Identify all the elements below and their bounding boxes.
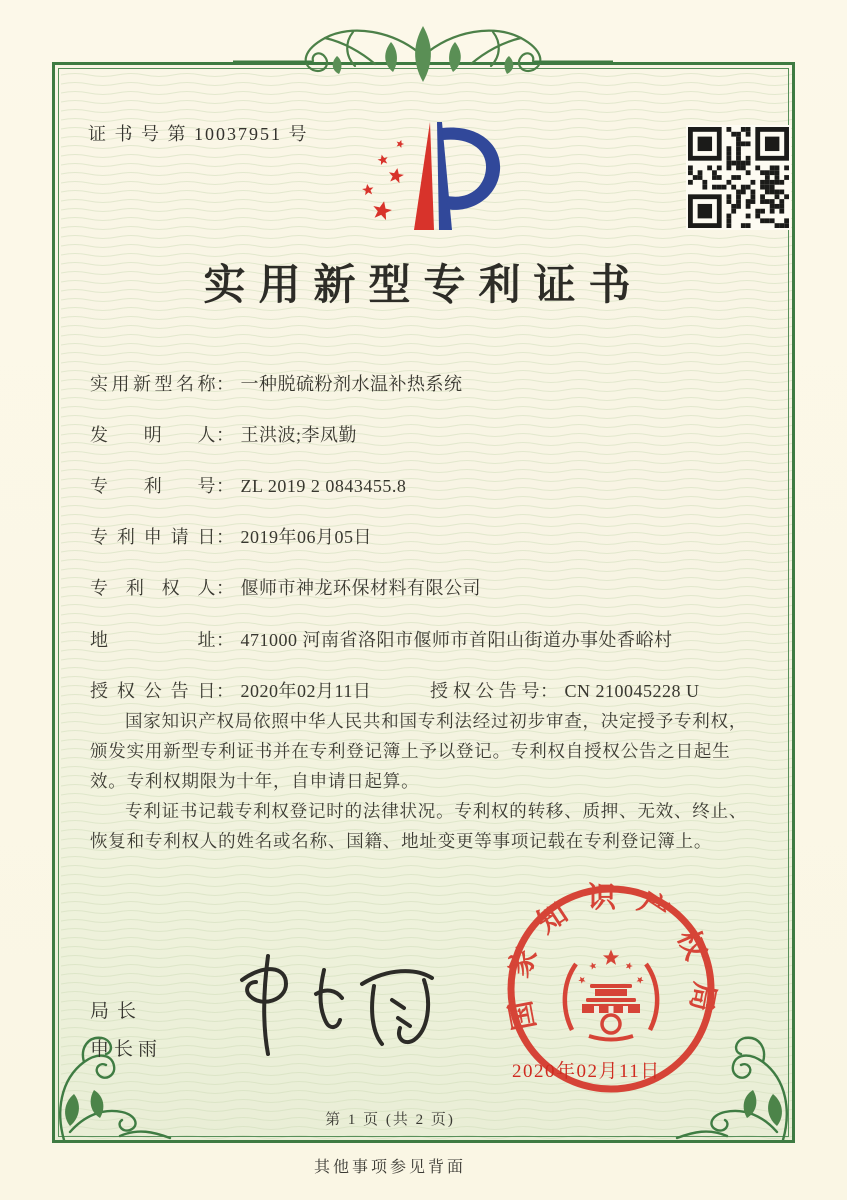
field-value: ZL 2019 2 0843455.8 [240, 476, 407, 496]
field-colon: ： [216, 681, 235, 701]
qr-code [686, 125, 791, 230]
field-value: 2019年06月05日 [240, 527, 372, 547]
director-title: 局长 [90, 1001, 145, 1022]
legal-text [90, 706, 758, 856]
field-row-inventor [90, 421, 790, 447]
field-row-patentee [90, 574, 790, 600]
director-name: 申长雨 [90, 1039, 163, 1060]
field-colon: ： [216, 476, 235, 496]
field-row-name [90, 370, 790, 396]
logo-red-wedge [414, 122, 434, 230]
field-colon: ： [216, 578, 235, 598]
field-label: 专利权人 [90, 578, 216, 598]
field-colon: ： [216, 630, 235, 650]
legal-paragraph-2: 专利证书记载专利权登记时的法律状况。专利权的转移、质押、无效、终止、恢复和专利权人的姓名或名称、国籍、地址变更等事项记载在专利登记簿上。 [90, 801, 748, 851]
logo-blue-bowl [442, 128, 500, 210]
field-label: 专利号 [90, 476, 216, 496]
certificate-title: 实用新型专利证书 [203, 263, 644, 309]
field-row-filing-date [90, 523, 790, 549]
legal-paragraph-1: 国家知识产权局依照中华人民共和国专利法经过初步审查，决定授予专利权，颁发实用新型专利证书并在专利登记簿上予以登记。专利权自授权公告之日起生效。专利权期限为十年，自申请日起算。 [90, 711, 748, 791]
field-row-patent-number [90, 472, 790, 498]
field-value: CN 210045228 U [564, 681, 700, 701]
field-label: 授权公告号 [430, 681, 540, 701]
page-indicator: 第 1 页 (共 2 页) [325, 1112, 455, 1128]
field-label: 地址 [90, 630, 216, 650]
back-note: 其他事项参见背面 [313, 1159, 466, 1176]
director-signature [212, 942, 442, 1067]
field-label: 授权公告日 [90, 681, 216, 701]
cnipa-logo [338, 108, 516, 236]
field-label: 实用新型名称 [90, 374, 216, 394]
field-value: 一种脱硫粉剂水温补热系统 [240, 374, 463, 394]
field-value: 王洪波;李凤勤 [240, 425, 358, 445]
field-colon: ： [216, 527, 235, 547]
field-row-address [90, 626, 790, 652]
field-label: 发明人 [90, 425, 216, 445]
grant-number-group [430, 677, 700, 703]
seal-date: 2020年02月11日 [512, 1061, 661, 1082]
field-label: 专利申请日 [90, 527, 216, 547]
certificate-number: 证 书 号 第 10037951 号 [88, 124, 309, 144]
seal-arc-text: 国家知识产权局 [501, 882, 721, 1033]
field-value: 偃师市神龙环保材料有限公司 [240, 578, 481, 598]
field-value: 2020年02月11日 [240, 681, 372, 701]
field-value: 471000 河南省洛阳市偃师市首阳山街道办事处香峪村 [240, 630, 673, 650]
field-row-grant [90, 677, 790, 703]
field-colon: ： [216, 374, 235, 394]
field-colon: ： [216, 425, 235, 445]
top-vine-ornament [233, 12, 613, 90]
seal-national-emblem [565, 950, 657, 1040]
logo-stars [362, 139, 406, 221]
field-colon: ： [540, 681, 559, 701]
